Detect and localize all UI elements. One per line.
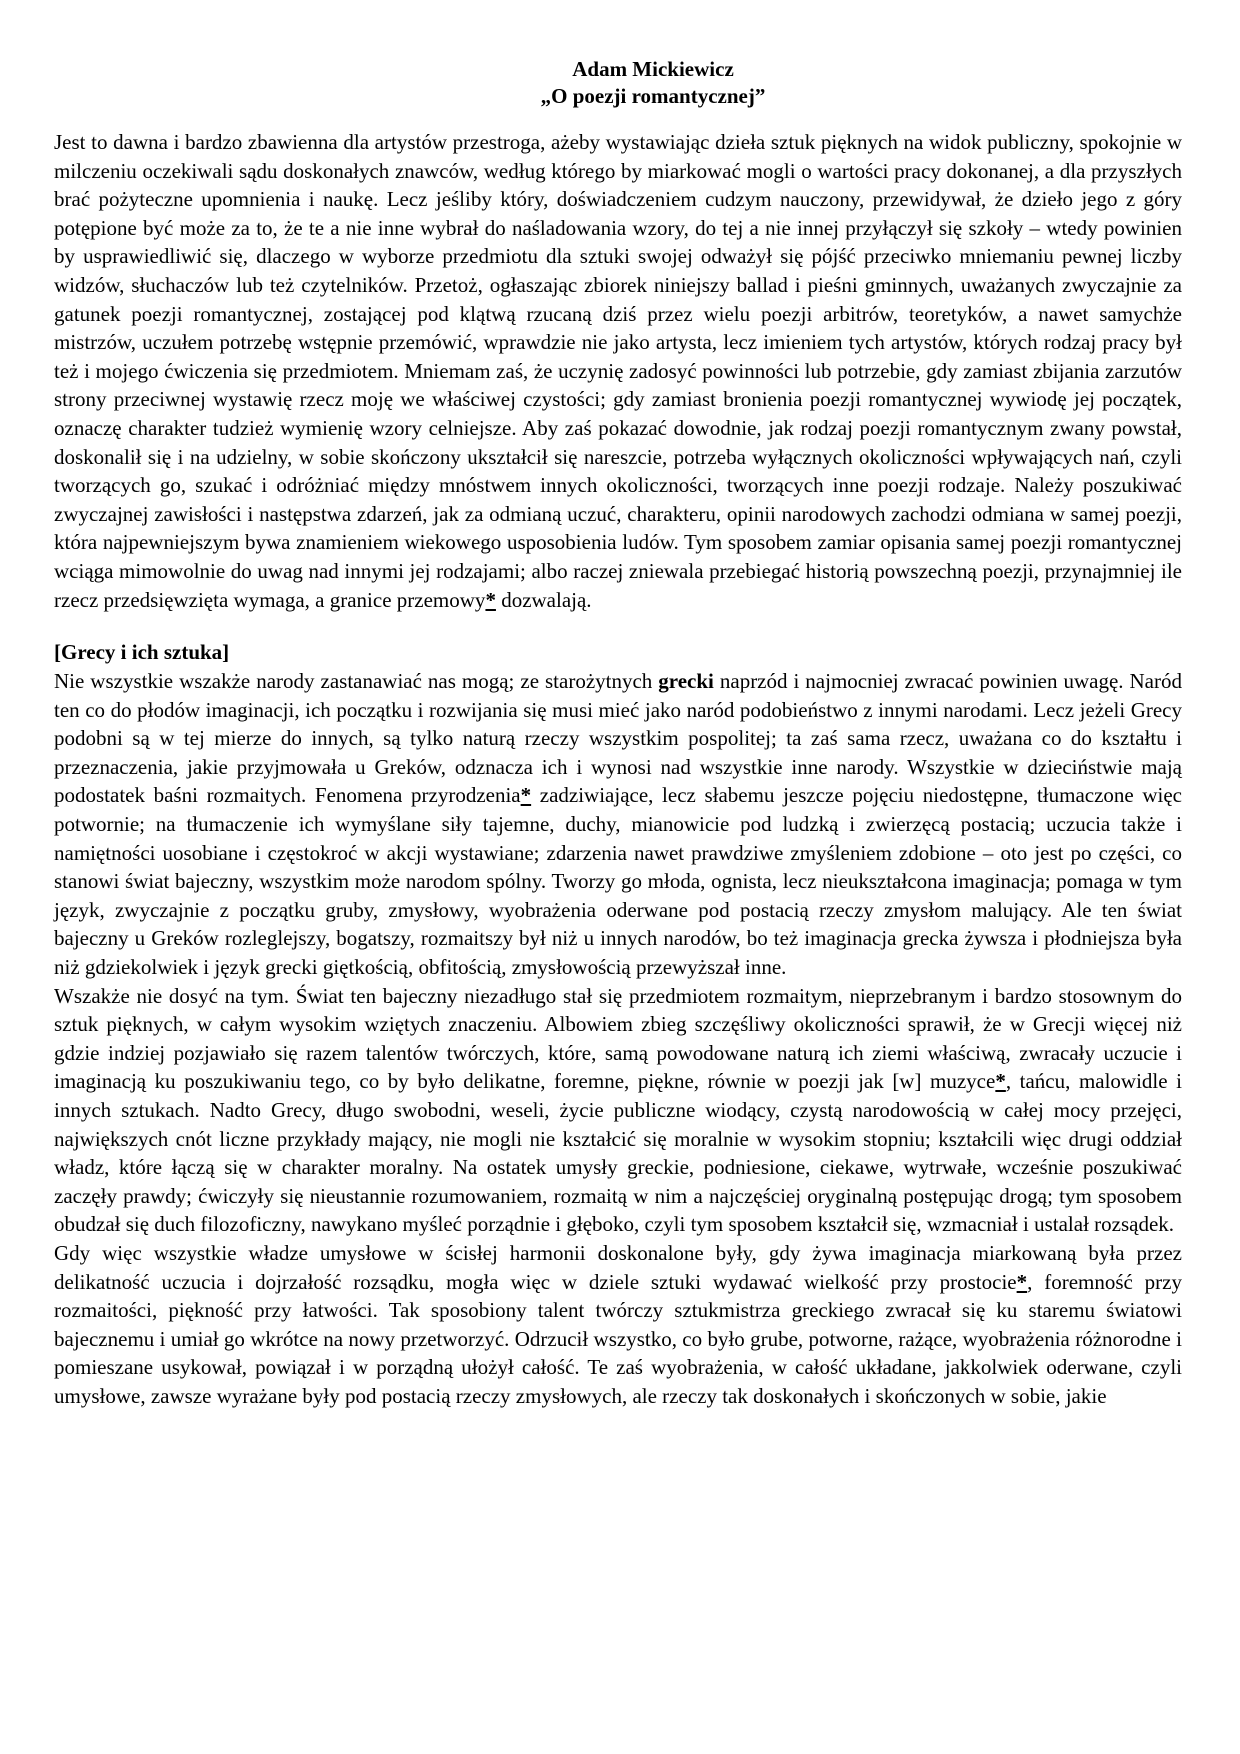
- paragraph-harmony: [54, 1239, 1182, 1411]
- paragraph-text: Nie wszystkie wszakże narody zastanawiać nas mogą; ze starożytnych: [54, 669, 659, 694]
- paragraph-intro: [54, 128, 1182, 614]
- paragraph-greeks: [54, 667, 1182, 982]
- footnote-link[interactable]: *: [1016, 1269, 1028, 1294]
- paragraph-text: dozwalają.: [495, 587, 592, 612]
- section-heading: [Grecy i ich sztuka]: [54, 640, 230, 665]
- footnote-link[interactable]: *: [995, 1069, 1006, 1094]
- title-block: [124, 56, 1182, 110]
- author-name: Adam Mickiewicz: [572, 57, 734, 81]
- work-title: „O poezji romantycznej”: [540, 84, 766, 108]
- emphasized-word: grecki: [658, 669, 714, 694]
- paragraph-arts: [54, 982, 1182, 1239]
- paragraph-text: naprzód i najmocniej zwracać powinien uwagę. Naród ten co do płodów imaginacji, ich początku i rozwijania się musi mieć jako naród podobieństwo z innymi narodami. Lecz jeżeli Grecy podobni są w tej mierze do innych, są tylko naturą rzeczy wszystkim pospolitej; ta zaś sama rzecz, uważana co do kształtu i przeznaczenia, jakie przyjmowała u Greków, odznacza ich i wynosi nad wszystkie inne narody. Wszystkie w dzieciństwie mają podostatek baśni rozmaitych. Fenomena przyrodzenia: [54, 669, 1182, 808]
- paragraph-text: , foremność przy rozmaitości, piękność przy łatwości. Tak sposobiony talent twórczy sztukmistrza greckiego zwracał się ku staremu światowi bajecznemu i umiał go wkrótce na nowy przetworzyć. Odrzucił wszystko, co było grube, potworne, rażące, wyobrażenia różnorodne i pomieszane usykował, powiązał i w porządną ułożył całość. Te zaś wyobrażenia, w całość układane, jakkolwiek oderwane, czyli umysłowe, zawsze wyrażane były pod postacią rzeczy zmysłowych, ale rzeczy tak doskonałych i skończonych w sobie, jakie: [54, 1269, 1182, 1408]
- footnote-link[interactable]: *: [520, 783, 532, 808]
- document-page: [54, 56, 1182, 1411]
- footnote-link[interactable]: *: [485, 587, 496, 612]
- paragraph-text: zadziwiające, lecz słabemu jeszcze pojęciu niedostępne, tłumaczone więc potwornie; na tłumaczenie ich wymyślane siły tajemne, duchy, mianowicie pod ludzką i zwierzęcą postacią; uczucia także i namiętności uosobiane i częstokroć w akcji wystawiane; zdarzenia nawet prawdziwe zmyśleniem zdobione – oto jest po części, co stanowi świat bajeczny, wszystkim może narodom spólny. Tworzy go młoda, ognista, lecz nieukształcona imaginacja; pomaga w tym język, zwyczajnie z początku gruby, zmysłowy, wyobrażenia oderwane pod postacią rzeczy zmysłom malujący. Ale ten świat bajeczny u Greków rozleglejszy, bogatszy, rozmaitszy był niż u innych narodów, bo też imaginacja grecka żywsza i płodniejsza była niż gdziekolwiek i język grecki giętkością, obfitością, zmysłowością przewyższał inne.: [54, 783, 1182, 980]
- paragraph-text: Wszakże nie dosyć na tym. Świat ten bajeczny niezadługo stał się przedmiotem rozmaitym, nieprzebranym i bardzo stosownym do sztuk pięknych, w całym wysokim wziętych znaczeniu. Albowiem zbieg szczęśliwy okoliczności sprawił, że w Grecji więcej niż gdzie indziej pozjawiało się razem talentów twórczych, które, samą powodowane naturą ich ziemi właściwą, zwracały uczucie i imaginacją ku poszukiwaniu tego, co by było delikatne, foremne, piękne, równie w poezji jak [w] muzyce: [54, 983, 1182, 1094]
- paragraph-text: Gdy więc wszystkie władze umysłowe w ścisłej harmonii doskonalone były, gdy żywa imaginacja miarkowaną była przez delikatność uczucia i dojrzałość rozsądku, mogła więc w dziele sztuki wydawać wielkość przy prostocie: [54, 1240, 1182, 1294]
- paragraph-text: , tańcu, malowidle i innych sztukach. Nadto Grecy, długo swobodni, weseli, życie publiczne wiodący, czystą narodowością w całej mocy przejęci, największych cnót liczne przykłady mający, nie mogli nie kształcić się moralnie w wysokim stopniu; kształcili więc drugi oddział władz, które łączą się w charakter moralny. Na ostatek umysły greckie, podniesione, ciekawe, wytrwałe, wcześnie poszukiwać zaczęły prawdy; ćwiczyły się nieustannie rozumowaniem, rozmaitą w nim a najczęściej oryginalną postępując drogą; tym sposobem obudzał się duch filozoficzny, nawykano myśleć porządnie i głęboko, czyli tym sposobem kształcił się, wzmacniał i ustalał rozsądek.: [54, 1069, 1182, 1237]
- paragraph-text: Jest to dawna i bardzo zbawienna dla artystów przestroga, ażeby wystawiając dzieła sztuk pięknych na widok publiczny, spokojnie w milczeniu oczekiwali sądu doskonałych znawców, według którego by miarkować mogli o wartości pracy dokonanej, a dla przyszłych brać pożyteczne upomnienia i naukę. Lecz jeśliby który, doświadczeniem cudzym nauczony, przewidywał, że dzieło jego z góry potępione być może za to, że te a nie inne wybrał do naśladowania wzory, do tej a nie innej przyłączył się szkoły – wtedy powinien by usprawiedliwić się, dlaczego w wyborze przedmiotu dla sztuki swojej odważył się pójść przeciwko mniemaniu pewnej liczby widzów, słuchaczów lub też czytelników. Przetoż, ogłaszając zbiorek niniejszy ballad i pieśni gminnych, uważanych zwyczajnie za gatunek poezji romantycznej, zostającej pod klątwą rzucaną dziś przez wielu poezji arbitrów, teoretyków, a nawet samychże mistrzów, uczułem potrzebę wstępnie przemówić, wprawdzie nie jako artysta, lecz imieniem tych artystów, których rodzaj pracy był też i mojego ćwiczenia się przedmiotem. Mniemam zaś, że uczynię zadosyć powinności lub potrzebie, gdy zamiast zbijania zarzutów strony przeciwnej wystawię rzecz moję we właściwej czystości; gdy zamiast bronienia poezji romantycznej wywiodę jej początek, oznaczę charakter tudzież wymienię wzory celniejsze. Aby zaś pokazać dowodnie, jak rodzaj poezji romantycznym zwany powstał, doskonalił się i na udzielny, w sobie skończony ukształcił się nareszcie, potrzeba wyłącznych okoliczności wpływających nań, czyli tworzących go, szukać i odróżniać między mnóstwem innych okoliczności, tworzących inne poezji rodzaje. Należy poszukiwać zwyczajnej zawisłości i następstwa zdarzeń, jak za odmianą uczuć, charakteru, opinii narodowych zachodzi odmiana w samej poezji, która najpewniejszym bywa znamieniem wiekowego usposobienia ludów. Tym sposobem zamiar opisania samej poezji romantycznej wciąga mimowolnie do uwag nad innymi jej rodzajami; albo raczej zniewala przebiegać historią powszechną poezji, przynajmniej ile rzecz przedsięwzięta wymaga, a granice przemowy: [54, 130, 1182, 612]
